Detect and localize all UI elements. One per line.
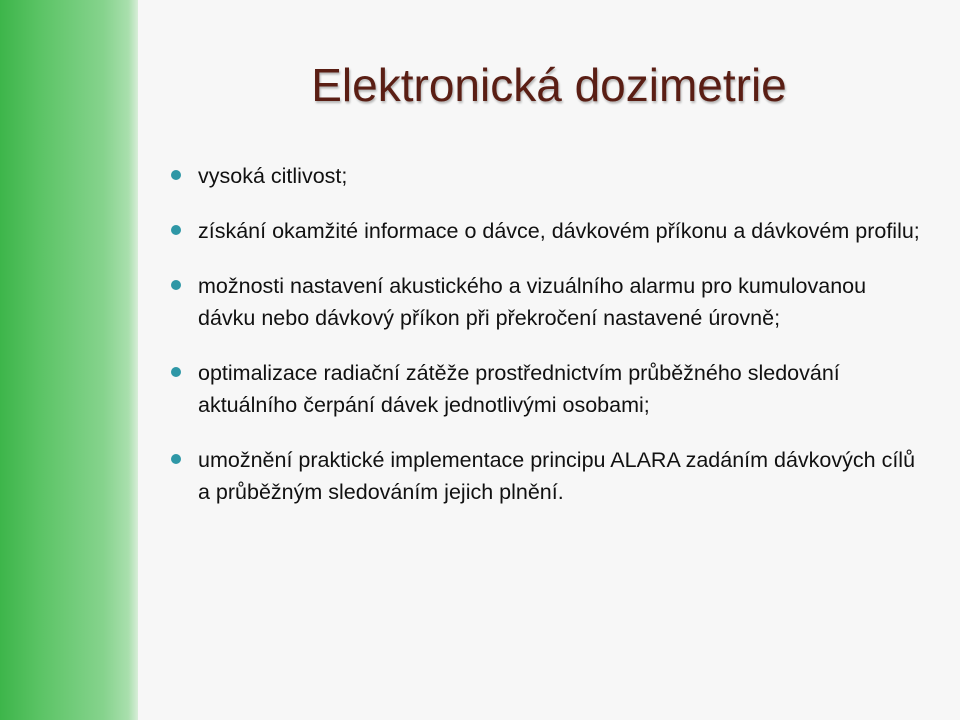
bullet-item [168,357,928,421]
slide-title: Elektronická dozimetrie [311,59,787,111]
bullet-item [168,270,928,334]
bullet-dot-icon [171,280,181,290]
bullet-text: optimalizace radiační zátěže prostřednictvím průběžného sledování aktuálního čerpání dávek jednotlivými osobami; [198,361,840,417]
bullet-item [168,444,928,508]
bullet-text: umožnění praktické implementace principu ALARA zadáním dávkových cílů a průběžným sledováním jejich plnění. [198,448,916,504]
bullet-dot-icon [171,454,181,464]
side-accent-bar [0,0,138,720]
bullet-item [168,160,928,192]
bullet-text: získání okamžité informace o dávce, dávkovém příkonu a dávkovém profilu; [198,219,920,243]
bullet-text: vysoká citlivost; [198,164,348,188]
bullet-dot-icon [171,225,181,235]
bullet-item [168,215,928,247]
bullet-text: možnosti nastavení akustického a vizuálního alarmu pro kumulovanou dávku nebo dávkový příkon při překročení nastavené úrovně; [198,274,867,330]
bullet-dot-icon [171,170,181,180]
bullet-dot-icon [171,367,181,377]
bullet-list [168,160,928,531]
